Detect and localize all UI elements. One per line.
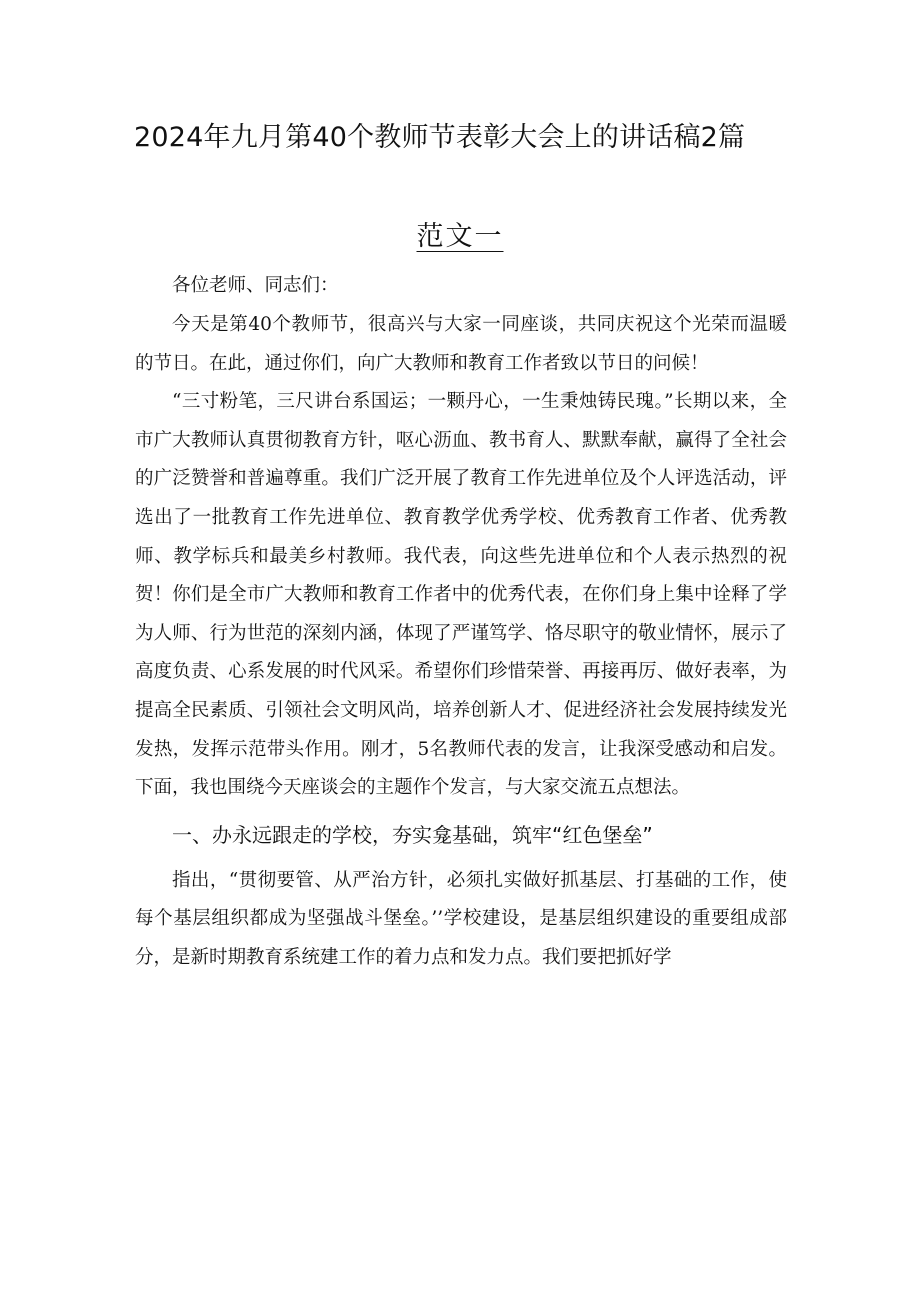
paragraph-section-one: 指出，“贯彻要管、从严治方针，必须扎实做好抓基层、打基础的工作，使每个基层组织都成为坚强战斗堡垒。’’学校建设，是基层组织建设的重要组成部分，是新时期教育系统建工作的着力点和发力点。我们要把抓好学 — [135, 869, 787, 968]
salutation: 各位老师、同志们： — [172, 275, 339, 296]
paragraph-opening: 今天是第40个教师节，很高兴与大家一同座谈，共同庆祝这个光荣而温暖的节日。在此，通过你们，向广大教师和教育工作者致以节日的问候！ — [135, 314, 787, 374]
heading-section-one: 一、办永远跟走的学校，夯实龛基础，筑牢“红色堡垒” — [172, 822, 653, 847]
document-title: 2024年九月第40个教师节表彰大会上的讲话稿2篇 — [134, 122, 746, 153]
section-title-text: 范文一 — [416, 221, 504, 252]
paragraph-main: “三寸粉笔，三尺讲台系国运；一颗丹心，一生秉烛铸民瑰。”长期以来，全市广大教师认真贯彻教育方针，呕心沥血、教书育人、默默奉献，赢得了全社会的广泛赞誉和普遍尊重。我们广泛开展了教育工作先进单位及个人评选活动，评选出了一批教育工作先进单位、教育教学优秀学校、优秀教育工作者、优秀教师、教学标兵和最美乡村教师。我代表，向这些先进单位和个人表示热烈的祝贺！你们是全市广大教师和教育工作者中的优秀代表，在你们身上集中诠释了学为人师、行为世范的深刻内涵，体现了严谨笃学、恪尽职守的敬业情怀，展示了高度负责、心系发展的时代风采。希望你们珍惜荣誉、再接再厉、做好表率，为提高全民素质、引领社会文明风尚，培养创新人才、促进经济社会发展持续发光发热，发挥示范带头作用。刚才，5名教师代表的发言，让我深受感动和启发。下面，我也围绕今天座谈会的主题作个发言，与大家交流五点想法。 — [135, 391, 787, 799]
section-title — [0, 215, 920, 259]
document-body — [135, 267, 787, 978]
